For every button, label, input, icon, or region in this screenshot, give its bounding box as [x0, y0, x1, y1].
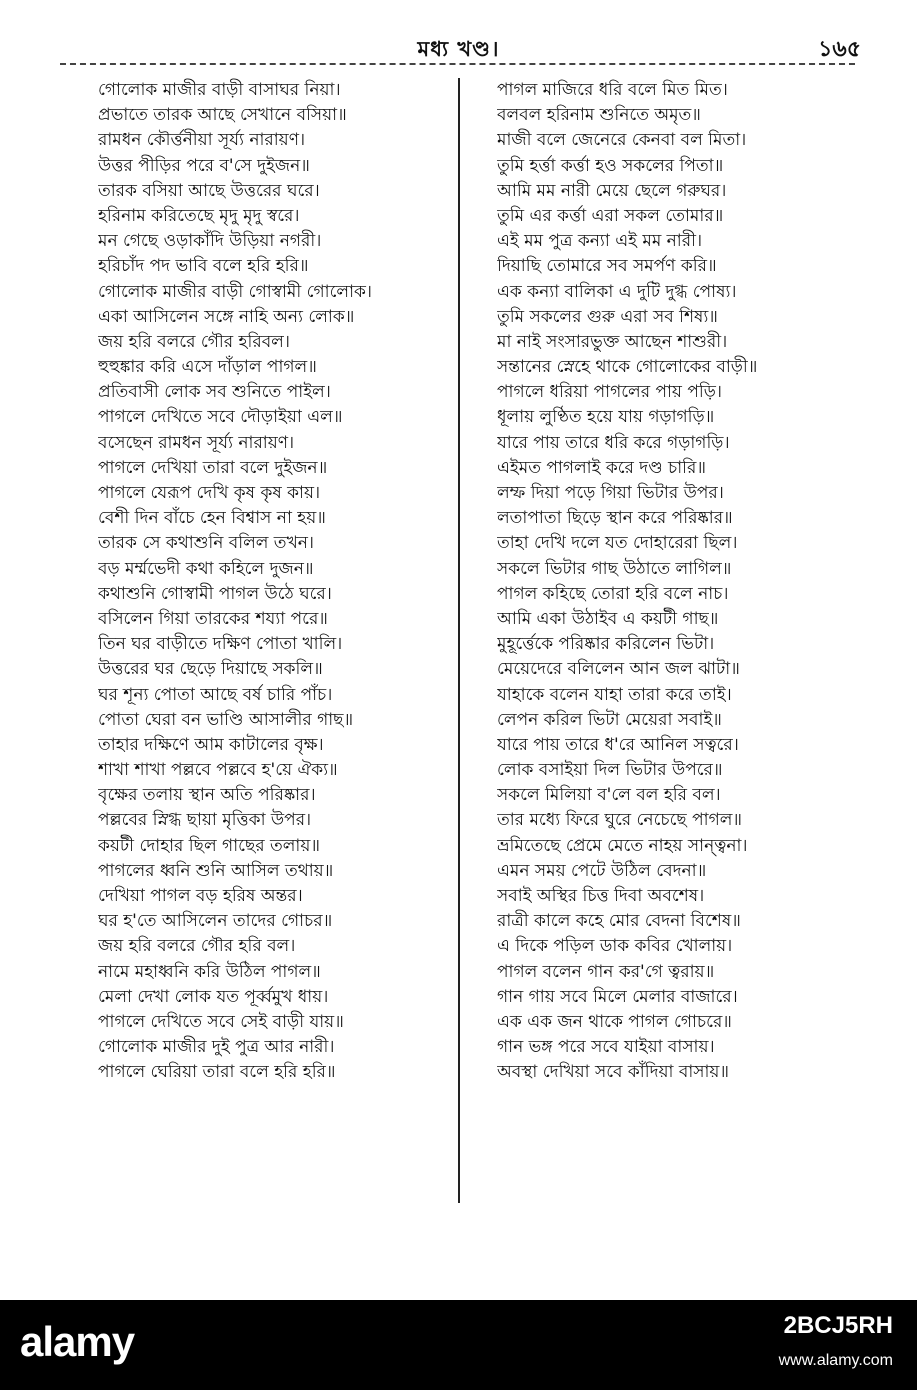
verse-line: এ দিকে পড়িল ডাক কবির খোলায়।: [497, 936, 733, 957]
verse-line: উত্তরের ঘর ছেড়ে দিয়াছে সকলি॥: [98, 659, 323, 680]
verse-line: আমি মম নারী মেয়ে ছেলে গরুঘর।: [497, 180, 727, 201]
verse-line: পোতা ঘেরা বন ভাণ্ডি আসালীর গাছ॥: [98, 709, 354, 730]
verse-line: আমি একা উঠাইব এ কয়টী গাছ॥: [497, 608, 719, 629]
verse-line: মেলা দেখা লোক যত পূর্ব্বমুখ ধায়।: [98, 986, 329, 1007]
verse-line: এইমত পাগলাই করে দণ্ড চারি॥: [497, 457, 706, 478]
verse-line: জয় হরি বলরে গৌর হরি বল।: [98, 936, 296, 957]
verse-line: প্রভাতে তারক আছে সেখানে বসিয়া॥: [98, 105, 347, 126]
verse-line: তাহার দক্ষিণে আম কাটালের বৃক্ষ।: [98, 734, 324, 755]
verse-line: জয় হরি বলরে গৌর হরিবল।: [98, 331, 290, 352]
verse-line: ধূলায় লুণ্ঠিত হয়ে যায় গড়াগড়ি॥: [497, 407, 715, 428]
verse-line: সকলে মিলিয়া ব'লে বল হরি বল।: [497, 785, 721, 806]
verse-line: ঘর হ'তে আসিলেন তাদের গোচর॥: [98, 911, 333, 932]
verse-line: গান গায় সবে মিলে মেলার বাজারে।: [497, 986, 738, 1007]
verse-line: মেয়েদেরে বলিলেন আন জল ঝাটা॥: [497, 659, 740, 680]
verse-line: পাগলের ধ্বনি শুনি আসিল তথায়॥: [98, 860, 334, 881]
left-column: [98, 78, 448, 1086]
verse-line: গোলোক মাজীর বাড়ী গোস্বামী গোলোক।: [98, 281, 373, 302]
verse-line: গোলোক মাজীর বাড়ী বাসাঘর নিয়া।: [98, 80, 341, 100]
verse-line: কথাশুনি গোস্বামী পাগল উঠে ঘরে।: [98, 583, 332, 604]
verse-line: পল্লবের স্নিগ্ধ ছায়া মৃত্তিকা উপর।: [98, 810, 312, 831]
verse-line: কয়টী দোহার ছিল গাছের তলায়॥: [98, 835, 320, 856]
verse-line: পাগলে দেখিতে সবে সেই বাড়ী যায়॥: [98, 1011, 344, 1032]
verse-line: যারে পায় তারে ধরি করে গড়াগড়ি।: [497, 432, 730, 453]
verse-line: হুহুঙ্কার করি এসে দাঁড়াল পাগল॥: [98, 357, 317, 378]
verse-line: গান ভঙ্গ পরে সবে যাইয়া বাসায়।: [497, 1037, 715, 1058]
verse-line: মাজী বলে জেনেরে কেনবা বল মিতা।: [497, 130, 747, 151]
verse-line: সন্তানের স্নেহে থাকে গোলোকের বাড়ী॥: [497, 357, 758, 378]
verse-line: তাহা দেখি দলে যত দোহারেরা ছিল।: [497, 533, 738, 554]
verse-line: মুহূর্ত্তেকে পরিষ্কার করিলেন ভিটা।: [497, 634, 715, 655]
verse-line: পাগলে ঘেরিয়া তারা বলে হরি হরি॥: [98, 1062, 336, 1083]
verse-line: রামধন কৌর্ত্তনীয়া সূর্য্য নারায়ণ।: [98, 130, 306, 151]
verse-line: পাগলে দেখিয়া তারা বলে দুইজন॥: [98, 457, 328, 478]
verse-line: মন গেছে ওড়াকাঁদি উড়িয়া নগরী।: [98, 231, 322, 252]
verse-line: বসিলেন গিয়া তারকের শয্যা পরে॥: [98, 608, 328, 629]
verse-line: পাগলে দেখিতে সবে দৌড়াইয়া এল॥: [98, 407, 343, 428]
watermark-bar: [0, 1300, 917, 1390]
verse-line: সবাই অস্থির চিত্ত দিবা অবশেষ।: [497, 886, 705, 906]
verse-line: দেখিয়া পাগল বড় হরিষ অন্তর।: [98, 886, 303, 906]
page-number: ১৬৫: [818, 37, 861, 62]
verse-line: তুমি সকলের গুরু এরা সব শিষ্য॥: [497, 306, 718, 327]
verse-line: এই মম পুত্র কন্যা এই মম নারী।: [497, 231, 703, 252]
page-header-title: মধ্য খণ্ড।: [417, 37, 500, 61]
verse-line: এক এক জন থাকে পাগল গোচরে॥: [497, 1011, 732, 1032]
verse-line: লেপন করিল ভিটা মেয়েরা সবাই॥: [497, 709, 722, 730]
verse-line: হরিনাম করিতেছে মৃদু মৃদু স্বরে।: [98, 205, 300, 226]
verse-line: বেশী দিন বাঁচে হেন বিশ্বাস না হয়॥: [98, 508, 326, 529]
verse-line: পাগলে যেরূপ দেখি কৃষ কৃষ কায়।: [98, 483, 321, 503]
verse-line: বৃক্ষের তলায় স্থান অতি পরিষ্কার।: [98, 785, 316, 806]
verse-line: মা নাই সংসারভুক্ত আছেন শাশুরী।: [497, 331, 728, 352]
verse-line: নামে মহাধ্বনি করি উঠিল পাগল॥: [98, 961, 321, 982]
verse-line: হরিচাঁদ পদ ভাবি বলে হরি হরি॥: [98, 256, 309, 277]
verse-line: পাগল মাজিরে ধরি বলে মিত মিত।: [497, 80, 728, 100]
verse-line: প্রতিবাসী লোক সব শুনিতে পাইল।: [98, 382, 331, 403]
right-column: [497, 78, 857, 1086]
verse-line: যাহাকে বলেন যাহা তারা করে তাই।: [497, 684, 732, 705]
verse-line: বলবল হরিনাম শুনিতে অমৃত॥: [497, 105, 701, 126]
verse-line: ঘর শূন্য পোতা আছে বর্ষ চারি পাঁচ।: [98, 684, 333, 705]
verse-line: রাত্রী কালে কহে মোর বেদনা বিশেষ॥: [497, 911, 741, 932]
verse-line: বসেছেন রামধন সূর্য্য নারায়ণ।: [98, 432, 295, 453]
column-divider: [458, 78, 460, 1203]
verse-line: গোলোক মাজীর দুই পুত্র আর নারী।: [98, 1037, 335, 1058]
watermark-url: www.alamy.com: [778, 1352, 893, 1369]
verse-line: একা আসিলেন সঙ্গে নাহি অন্য লোক॥: [98, 306, 355, 327]
verse-line: লম্ফ দিয়া পড়ে গিয়া ভিটার উপর।: [497, 483, 724, 503]
watermark-logo: alamy: [20, 1318, 135, 1365]
verse-line: যারে পায় তারে ধ'রে আনিল সত্বরে।: [497, 734, 739, 755]
header-rule: [60, 63, 855, 65]
verse-line: উত্তর পীড়ির পরে ব'সে দুইজন॥: [98, 155, 310, 176]
verse-line: লতাপাতা ছিড়ে স্থান করে পরিষ্কার॥: [497, 508, 733, 529]
verse-line: লোক বসাইয়া দিল ভিটার উপরে॥: [497, 760, 723, 781]
verse-line: তিন ঘর বাড়ীতে দক্ষিণ পোতা খালি।: [98, 634, 343, 655]
watermark-image-id: 2BCJ5RH: [783, 1312, 893, 1339]
verse-line: শাখা শাখা পল্লবে পল্লবে হ'য়ে ঐক্য॥: [98, 760, 338, 781]
verse-line: তারক সে কথাশুনি বলিল তখন।: [98, 533, 314, 554]
verse-line: পাগল কহিছে তোরা হরি বলে নাচ।: [497, 583, 729, 604]
verse-line: বড় মর্ম্মভেদী কথা কহিলে দুজন॥: [98, 558, 314, 579]
verse-line: তারক বসিয়া আছে উত্তরের ঘরে।: [98, 180, 320, 201]
verse-line: তার মধ্যে ফিরে ঘুরে নেচেছে পাগল॥: [497, 810, 743, 831]
verse-line: পাগল বলেন গান কর'গে ত্বরায়॥: [497, 961, 715, 982]
verse-line: অবস্থা দেখিয়া সবে কাঁদিয়া বাসায়॥: [497, 1062, 730, 1083]
verse-line: এক কন্যা বালিকা এ দুটি দুগ্ধ পোষ্য।: [497, 281, 737, 302]
verse-line: দিয়াছি তোমারে সব সমর্পণ করি॥: [497, 256, 717, 277]
verse-line: পাগলে ধরিয়া পাগলের পায় পড়ি।: [497, 382, 722, 403]
verse-line: ভ্রমিতেছে প্রেমে মেতে নাহয় সান্ত্বনা।: [497, 835, 748, 856]
verse-line: এমন সময় পেটে উঠিল বেদনা॥: [497, 860, 707, 881]
verse-line: তুমি হর্ত্তা কর্ত্তা হও সকলের পিতা॥: [497, 155, 724, 176]
verse-line: সকলে ভিটার গাছ উঠাতে লাগিল॥: [497, 558, 732, 579]
verse-line: তুমি এর কর্ত্তা এরা সকল তোমার॥: [497, 205, 724, 226]
